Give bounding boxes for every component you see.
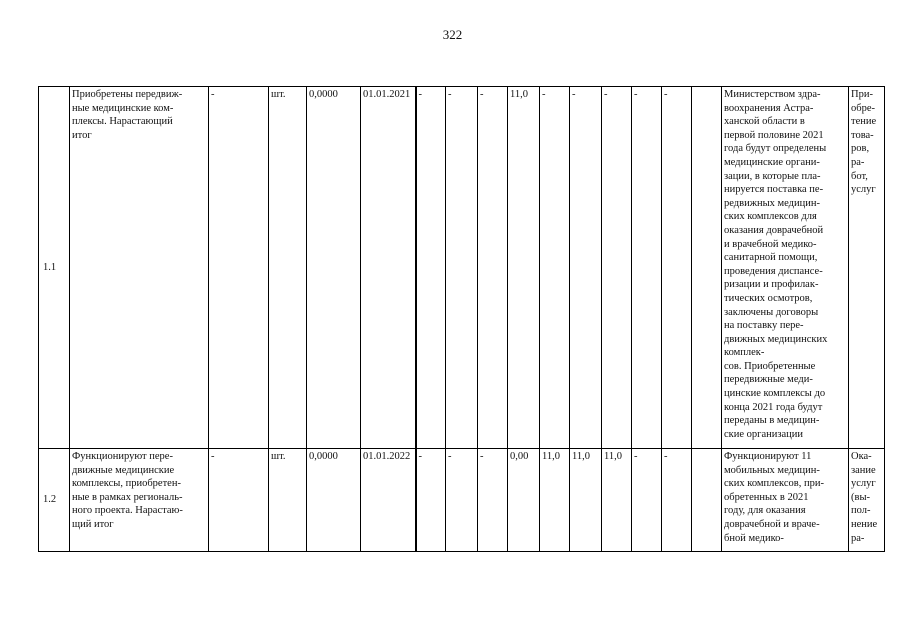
row-number: 1.1 [39, 87, 70, 449]
cell-c2: - [446, 449, 478, 552]
base-value: - [209, 87, 269, 449]
cell-c2: - [446, 87, 478, 449]
unit: шт. [269, 449, 307, 552]
unit: шт. [269, 87, 307, 449]
cell-c9: - [662, 87, 692, 449]
cell-c8: - [632, 449, 662, 552]
cell-c5: - [540, 87, 570, 449]
cell-c3: - [478, 87, 508, 449]
cell-c4: 0,00 [508, 449, 540, 552]
row-note: Функционируют 11 мобильных медицин- ских комплексов, при- обретенных в 2021 году, для оказания доврачебной и враче- бной медико- [722, 449, 849, 552]
row-title: Приобретены передвиж- ные медицинские ком- плексы. Нарастающий итог [70, 87, 209, 449]
cell-c7: 11,0 [602, 449, 632, 552]
cell-c9: - [662, 449, 692, 552]
table-row [39, 87, 885, 449]
date: 01.01.2022 [361, 449, 416, 552]
row-type: При- обре- тение това- ров, ра- бот, услуг [849, 87, 885, 449]
cell-c6: - [570, 87, 602, 449]
row-title: Функционируют пере- движные медицинские комплексы, приобретен- ные в рамках региональ- ного проекта. Нарастаю- щий итог [70, 449, 209, 552]
row-number: 1.2 [39, 449, 70, 552]
cell-c1: - [416, 449, 446, 552]
cell-c7: - [602, 87, 632, 449]
cell-c8: - [632, 87, 662, 449]
cell-c4: 11,0 [508, 87, 540, 449]
row-note: Министерством здра- воохранения Астра- ханской области в первой половине 2021 года будут определены медицинские органи- зации, в которые пла- нируется поставка пе- редвижных медицин- ских комплексов для оказания доврачебной и врачебной медико- санитарной помощи, проведения диспансе- ризации и профилак- тических осмотров, заключены договоры на поставку пере- движных медицинских комплек- сов. Приобретенные передвижные меди- цинские комплексы до конца 2021 года будут переданы в медицин- ские организации [722, 87, 849, 449]
cell-c6: 11,0 [570, 449, 602, 552]
cell-c1: - [416, 87, 446, 449]
cell-c5: 11,0 [540, 449, 570, 552]
cell-c3: - [478, 449, 508, 552]
base-value: - [209, 449, 269, 552]
table-row [39, 449, 885, 552]
page-number: 322 [442, 27, 463, 42]
date: 01.01.2021 [361, 87, 416, 449]
value: 0,0000 [307, 449, 361, 552]
row-type: Ока- зание услуг (вы- пол- нение ра- [849, 449, 885, 552]
data-table [38, 86, 885, 552]
cell-empty [692, 449, 722, 552]
cell-empty [692, 87, 722, 449]
value: 0,0000 [307, 87, 361, 449]
